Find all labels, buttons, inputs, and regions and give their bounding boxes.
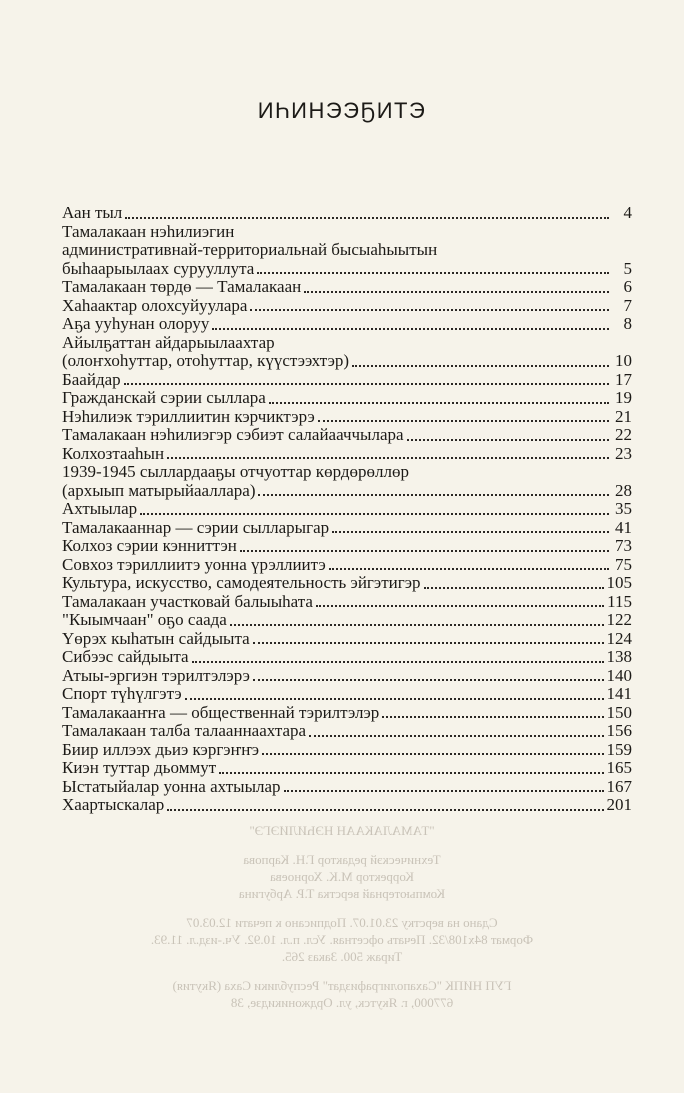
toc-entry-title: "Кыымчаан" оҕо саада [62, 610, 227, 629]
dot-leader [262, 753, 603, 755]
toc-page-number: 159 [606, 739, 632, 759]
toc-entry [62, 741, 632, 760]
toc-entry-lead [62, 722, 607, 741]
toc-entry [62, 519, 632, 538]
toc-entry-title: Ыстатыйалар уонна ахтыылар [62, 776, 281, 796]
dot-leader [318, 420, 609, 422]
dot-leader [240, 550, 609, 552]
toc-page-number: 167 [606, 776, 632, 796]
toc-entry [62, 463, 632, 482]
toc-page-number: 7 [623, 295, 632, 315]
toc-page-number: 17 [615, 369, 632, 389]
toc-entry [62, 778, 632, 797]
toc-entry-lead [62, 297, 612, 316]
toc-entry-title: Культура, искусство, самодеятельность эйгэтигэр [62, 573, 421, 592]
toc-entry-lead [62, 204, 612, 223]
toc-entry [62, 556, 632, 575]
toc-page-number: 156 [606, 721, 632, 740]
toc-page-number: 21 [615, 406, 632, 426]
toc-entry-title: Атыы-эргиэн тэрилтэлэрэ [62, 665, 250, 685]
toc-entry [62, 667, 632, 686]
toc-page-number: 140 [606, 665, 632, 685]
toc-entry-lead [62, 519, 612, 538]
toc-page-number: 138 [606, 647, 632, 666]
imprint-publisher-address: 677000, г. Якутск, ул. Орджоникидзе, 38 [230, 995, 454, 1010]
toc-entry-title: Баайдар [62, 369, 121, 389]
dot-leader [212, 328, 609, 330]
toc-page-number: 150 [606, 702, 632, 722]
toc-entry-title: Тамалакааннар — сэрии сылларыгар [62, 517, 330, 537]
toc-page-number: 41 [615, 517, 632, 537]
toc-entry [62, 759, 632, 778]
toc-entry [62, 482, 632, 501]
toc-entry-lead [62, 408, 612, 427]
toc-entry-lead [62, 278, 612, 297]
toc-entry-title: Хаһаактар олохсуйуулара [62, 295, 248, 315]
toc-entry-lead [62, 796, 607, 815]
toc-page-number: 5 [623, 258, 632, 278]
toc-entry-lead [62, 574, 607, 593]
toc-entry-title: Спорт түһүлгэтэ [62, 684, 182, 703]
toc-page-number: 75 [615, 554, 632, 574]
toc-entry [62, 574, 632, 593]
toc-entry-title: 1939-1945 сыллардааҕы отчуоттар көрдөрөллөр [62, 462, 409, 481]
toc-entry [62, 611, 632, 630]
dot-leader [382, 716, 603, 718]
toc-entry-title: Совхоз тэриллиитэ уонна үрэллиитэ [62, 554, 326, 574]
toc-entry-title: Киэн туттар дьоммут [62, 758, 217, 777]
dot-leader [167, 809, 603, 811]
toc-entry-title: (олоҥхоһуттар, отоһуттар, күүстээхтэр) [62, 351, 350, 370]
toc-entry-lead [62, 778, 607, 797]
dot-leader [352, 365, 609, 367]
imprint-print-line: Тираж 500. Заказ 265. [281, 949, 403, 964]
toc-page-number: 4 [623, 203, 632, 222]
dot-leader [192, 661, 604, 663]
dot-leader [253, 679, 604, 681]
toc-entry-title: Аҕа ууһунан олоруу [62, 314, 210, 333]
toc-entry-title: Сибээс сайдыыта [62, 647, 189, 666]
dot-leader [269, 402, 609, 404]
dot-leader [230, 624, 604, 626]
imprint-layout: Компьютернай верстка Т.Р. Арбугина [238, 886, 446, 901]
toc-entry-title: Тамалакаан нэһилиэгин [62, 221, 235, 241]
toc-page-number: 105 [606, 573, 632, 592]
toc-entry-lead [62, 389, 612, 408]
imprint-publisher: ГУП НИПК "Сахаполиграфиздат" Республики Саха (Якутия) [172, 978, 512, 993]
dot-leader [332, 531, 609, 533]
toc-entry [62, 648, 632, 667]
toc-entry [62, 704, 632, 723]
imprint-print-line: Формат 84х108/32. Печать офсетная. Усл. п.л. 10.92. Уч.-изд.л. 11.93. [150, 932, 534, 947]
toc-page-number: 73 [615, 536, 632, 555]
dot-leader [124, 383, 609, 385]
imprint-book-title: "ТАМАЛАКААН НЭҺИЛИЭГЭ" [249, 823, 435, 838]
toc-entry [62, 260, 632, 279]
toc-entry [62, 500, 632, 519]
toc-entry-lead [62, 759, 607, 778]
toc-entry [62, 426, 632, 445]
dot-leader [253, 642, 604, 644]
toc-entry-lead [62, 445, 612, 464]
toc-entry [62, 408, 632, 427]
imprint-print-line: Сдано на верстку 23.01.07. Подписано к печати 12.03.07 [186, 915, 498, 930]
dot-leader [257, 272, 609, 274]
toc-entry-title: (архыып матырыйааллара) [62, 480, 256, 500]
dot-leader [329, 568, 609, 570]
dot-leader [250, 309, 609, 311]
toc-entry-lead [62, 537, 612, 556]
dot-leader [304, 291, 609, 293]
toc-entry [62, 722, 632, 741]
toc-page-number: 23 [615, 443, 632, 463]
toc-entry [62, 223, 632, 242]
toc-page-number: 141 [606, 684, 632, 703]
dot-leader [407, 439, 609, 441]
toc-entry-title: Тамалакаан төрдө — Тамалакаан [62, 277, 302, 296]
toc-entry [62, 204, 632, 223]
toc-entry-lead [62, 482, 612, 501]
toc-entry-title: Тамалакаан талба талааннаахтара [62, 721, 307, 740]
toc-entry-title: Тамалакаан участковай балыыһата [62, 591, 313, 611]
toc-entry [62, 297, 632, 316]
toc-entry [62, 241, 632, 260]
toc-entry-lead [62, 648, 607, 667]
toc-entry [62, 389, 632, 408]
toc-entry-title: административнай-территориальнай бысыаһыытын [62, 240, 438, 259]
toc-entry [62, 278, 632, 297]
toc-page-number: 165 [606, 758, 632, 777]
toc-entry-title: Тамалакаан нэһилиэгэр сэбиэт салайааччылара [62, 425, 404, 444]
toc-entry-lead [62, 667, 607, 686]
toc-entry-lead [62, 593, 607, 612]
toc-page-number: 28 [615, 480, 632, 500]
toc-entry-title: Үөрэх кыһатын сайдыыта [62, 628, 250, 648]
toc-entry [62, 352, 632, 371]
toc-entry-title: Нэһилиэк тэриллиитин кэрчиктэрэ [62, 406, 315, 426]
dot-leader [125, 217, 609, 219]
imprint-tech-editor: Техническэй редактор Г.Н. Карпова [243, 852, 441, 867]
toc-entry [62, 630, 632, 649]
toc-page-number: 8 [623, 314, 632, 333]
toc-entry-lead [62, 352, 612, 371]
toc-entry-lead [62, 741, 607, 760]
table-of-contents [62, 204, 632, 815]
toc-page-number: 10 [615, 351, 632, 370]
toc-entry [62, 334, 632, 353]
toc-entry-lead [62, 315, 612, 334]
toc-entry-title: Ахтыылар [62, 499, 138, 518]
toc-entry-lead [62, 260, 612, 279]
toc-page-number: 19 [615, 388, 632, 407]
toc-entry-title: Аан тыл [62, 203, 123, 222]
toc-entry-title: Колхозтааһын [62, 443, 165, 463]
toc-entry-title: Хаартыскалар [62, 795, 165, 814]
toc-entry-lead [62, 556, 612, 575]
toc-entry-lead [62, 500, 612, 519]
toc-entry [62, 445, 632, 464]
toc-page-number: 6 [623, 277, 632, 296]
dot-leader [219, 772, 603, 774]
toc-entry [62, 685, 632, 704]
dot-leader [316, 605, 604, 607]
toc-entry-title: Колхоз сэрии кэнниттэн [62, 536, 237, 555]
toc-entry-lead [62, 371, 612, 390]
toc-page-number: 22 [615, 425, 632, 444]
dot-leader [284, 790, 604, 792]
dot-leader [167, 457, 609, 459]
page-title: ИҺИНЭЭҔИТЭ [257, 98, 427, 123]
toc-entry-title: быһаарыылаах сурууллута [62, 258, 255, 278]
imprint-bleedthrough [0, 822, 684, 1011]
toc-entry [62, 796, 632, 815]
toc-entry-lead [62, 426, 612, 445]
toc-page-number: 122 [606, 610, 632, 629]
dot-leader [424, 587, 604, 589]
toc-entry-lead [62, 704, 607, 723]
toc-entry-lead [62, 685, 607, 704]
toc-entry-title: Биир иллээх дьиэ кэргэҥҥэ [62, 739, 260, 759]
toc-entry-lead [62, 611, 607, 630]
toc-page-number: 35 [615, 499, 632, 518]
toc-page-number: 115 [607, 591, 632, 611]
toc-entry [62, 593, 632, 612]
toc-entry-title: Айылҕаттан айдарыылаахтар [62, 332, 275, 352]
toc-entry-title: Гражданскай сэрии сыллара [62, 388, 266, 407]
dot-leader [258, 494, 609, 496]
dot-leader [309, 735, 603, 737]
toc-entry-lead [62, 630, 607, 649]
toc-entry [62, 371, 632, 390]
toc-page-number: 201 [606, 795, 632, 814]
toc-entry [62, 537, 632, 556]
dot-leader [140, 513, 609, 515]
toc-page-number: 124 [606, 628, 632, 648]
dot-leader [185, 698, 604, 700]
imprint-proofreader: Корректор М.К. Хорноева [270, 869, 414, 884]
toc-entry-title: Тамалакааҥҥа — общественнай тэрилтэлэр [62, 702, 380, 722]
toc-entry [62, 315, 632, 334]
